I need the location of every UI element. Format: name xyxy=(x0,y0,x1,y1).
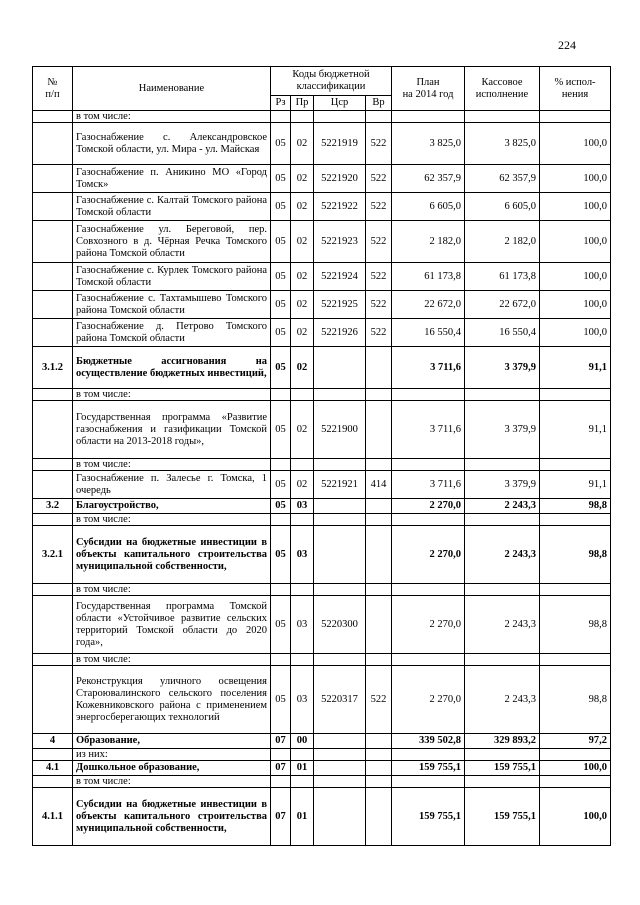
empty-cell xyxy=(366,584,392,596)
empty-cell xyxy=(314,584,366,596)
code-csr: 5221922 xyxy=(314,193,366,221)
table-row xyxy=(33,499,611,514)
empty-cell xyxy=(465,654,540,666)
code-pr: 03 xyxy=(291,666,314,734)
empty-cell xyxy=(465,514,540,526)
plan-value: 2 182,0 xyxy=(392,221,465,263)
table-row xyxy=(33,734,611,749)
row-name: из них: xyxy=(73,749,271,761)
row-name: в том числе: xyxy=(73,654,271,666)
code-csr: 5221900 xyxy=(314,401,366,459)
row-num: 4 xyxy=(33,734,73,749)
plan-value: 16 550,4 xyxy=(392,319,465,347)
code-csr: 5221925 xyxy=(314,291,366,319)
cash-value: 3 379,9 xyxy=(465,347,540,389)
row-num xyxy=(33,111,73,123)
row-name: Газоснабжение с. Александровское Томской области, ул. Мира - ул. Майская xyxy=(73,123,271,165)
plan-value: 159 755,1 xyxy=(392,788,465,846)
code-rz: 05 xyxy=(271,221,291,263)
plan-value: 3 711,6 xyxy=(392,347,465,389)
subheader-row xyxy=(33,654,611,666)
empty-cell xyxy=(366,749,392,761)
cash-value: 16 550,4 xyxy=(465,319,540,347)
cash-value: 159 755,1 xyxy=(465,788,540,846)
empty-cell xyxy=(271,389,291,401)
empty-cell xyxy=(392,111,465,123)
table-row xyxy=(33,347,611,389)
table-row xyxy=(33,193,611,221)
code-csr: 5221920 xyxy=(314,165,366,193)
row-num: 3.2 xyxy=(33,499,73,514)
plan-value: 61 173,8 xyxy=(392,263,465,291)
code-pr: 03 xyxy=(291,499,314,514)
code-rz: 07 xyxy=(271,761,291,776)
header-codes: Коды бюджетной классификации xyxy=(271,67,392,96)
percent-value: 91,1 xyxy=(540,471,611,499)
code-csr: 5220317 xyxy=(314,666,366,734)
subheader-row xyxy=(33,514,611,526)
table-header xyxy=(33,67,611,111)
header-plan: План на 2014 год xyxy=(392,67,465,111)
subheader-row xyxy=(33,389,611,401)
empty-cell xyxy=(366,514,392,526)
plan-value: 6 605,0 xyxy=(392,193,465,221)
subheader-row xyxy=(33,111,611,123)
plan-value: 2 270,0 xyxy=(392,526,465,584)
empty-cell xyxy=(291,654,314,666)
code-pr: 02 xyxy=(291,347,314,389)
empty-cell xyxy=(271,514,291,526)
empty-cell xyxy=(465,459,540,471)
row-name: Государственная программа «Развитие газоснабжения и газификации Томской области на 2013-2018 годы», xyxy=(73,401,271,459)
code-pr: 01 xyxy=(291,761,314,776)
cash-value: 22 672,0 xyxy=(465,291,540,319)
row-num xyxy=(33,263,73,291)
empty-cell xyxy=(291,514,314,526)
row-name: Реконструкция уличного освещения Староювалинского сельского поселения Кожевниковского района с применением энергосберегающих технологий xyxy=(73,666,271,734)
empty-cell xyxy=(314,459,366,471)
code-pr: 01 xyxy=(291,788,314,846)
row-num: 3.1.2 xyxy=(33,347,73,389)
row-num xyxy=(33,165,73,193)
empty-cell xyxy=(465,584,540,596)
empty-cell xyxy=(366,111,392,123)
row-name: Газоснабжение п. Аникино МО «Город Томск» xyxy=(73,165,271,193)
code-vr: 522 xyxy=(366,319,392,347)
code-csr xyxy=(314,788,366,846)
code-vr xyxy=(366,734,392,749)
code-vr xyxy=(366,761,392,776)
row-num xyxy=(33,193,73,221)
table-row xyxy=(33,123,611,165)
row-num xyxy=(33,514,73,526)
row-name: в том числе: xyxy=(73,776,271,788)
code-vr: 414 xyxy=(366,471,392,499)
empty-cell xyxy=(366,459,392,471)
plan-value: 2 270,0 xyxy=(392,499,465,514)
row-name: в том числе: xyxy=(73,389,271,401)
code-vr: 522 xyxy=(366,291,392,319)
empty-cell xyxy=(271,776,291,788)
table-row xyxy=(33,319,611,347)
row-num xyxy=(33,401,73,459)
code-pr: 02 xyxy=(291,401,314,459)
code-rz: 05 xyxy=(271,319,291,347)
row-num xyxy=(33,471,73,499)
empty-cell xyxy=(366,389,392,401)
row-name: Субсидии на бюджетные инвестиции в объекты капитального строительства муниципальной собственности, xyxy=(73,526,271,584)
row-num: 4.1.1 xyxy=(33,788,73,846)
row-name: в том числе: xyxy=(73,459,271,471)
code-rz: 05 xyxy=(271,471,291,499)
cash-value: 3 379,9 xyxy=(465,471,540,499)
percent-value: 98,8 xyxy=(540,499,611,514)
code-rz: 05 xyxy=(271,596,291,654)
table-row xyxy=(33,761,611,776)
code-pr: 02 xyxy=(291,263,314,291)
percent-value: 100,0 xyxy=(540,788,611,846)
row-name: Образование, xyxy=(73,734,271,749)
empty-cell xyxy=(540,749,611,761)
code-vr: 522 xyxy=(366,193,392,221)
empty-cell xyxy=(465,111,540,123)
row-name: в том числе: xyxy=(73,584,271,596)
code-csr xyxy=(314,761,366,776)
code-rz: 05 xyxy=(271,526,291,584)
code-rz: 05 xyxy=(271,347,291,389)
code-vr: 522 xyxy=(366,165,392,193)
cash-value: 3 379,9 xyxy=(465,401,540,459)
empty-cell xyxy=(314,776,366,788)
subheader-row xyxy=(33,749,611,761)
code-csr: 5221923 xyxy=(314,221,366,263)
header-name: Наименование xyxy=(73,67,271,111)
empty-cell xyxy=(392,749,465,761)
empty-cell xyxy=(540,776,611,788)
code-csr: 5220300 xyxy=(314,596,366,654)
row-num xyxy=(33,291,73,319)
cash-value: 2 243,3 xyxy=(465,526,540,584)
row-num xyxy=(33,584,73,596)
empty-cell xyxy=(392,654,465,666)
code-pr: 02 xyxy=(291,221,314,263)
code-vr xyxy=(366,596,392,654)
code-vr xyxy=(366,499,392,514)
row-name: Газоснабжение с. Тахтамышево Томского района Томской области xyxy=(73,291,271,319)
code-vr: 522 xyxy=(366,123,392,165)
empty-cell xyxy=(465,389,540,401)
code-csr xyxy=(314,347,366,389)
percent-value: 100,0 xyxy=(540,193,611,221)
empty-cell xyxy=(392,459,465,471)
cash-value: 3 825,0 xyxy=(465,123,540,165)
row-num xyxy=(33,654,73,666)
percent-value: 97,2 xyxy=(540,734,611,749)
code-pr: 03 xyxy=(291,596,314,654)
row-name: Газоснабжение ул. Береговой, пер. Совхозного в д. Чёрная Речка Томского района Томской области xyxy=(73,221,271,263)
code-pr: 03 xyxy=(291,526,314,584)
percent-value: 100,0 xyxy=(540,221,611,263)
plan-value: 3 825,0 xyxy=(392,123,465,165)
empty-cell xyxy=(392,776,465,788)
page-number: 224 xyxy=(558,38,576,52)
row-name: Газоснабжение с. Калтай Томского района Томской области xyxy=(73,193,271,221)
row-name: Благоустройство, xyxy=(73,499,271,514)
empty-cell xyxy=(314,514,366,526)
code-csr: 5221921 xyxy=(314,471,366,499)
row-name: Газоснабжение д. Петрово Томского района Томской области xyxy=(73,319,271,347)
empty-cell xyxy=(540,514,611,526)
empty-cell xyxy=(271,654,291,666)
row-num xyxy=(33,221,73,263)
plan-value: 2 270,0 xyxy=(392,666,465,734)
code-pr: 02 xyxy=(291,291,314,319)
row-name: Газоснабжение п. Залесье г. Томска, 1 очередь xyxy=(73,471,271,499)
header-vr: Вр xyxy=(366,96,392,111)
empty-cell xyxy=(314,749,366,761)
empty-cell xyxy=(540,389,611,401)
row-name: Газоснабжение с. Курлек Томского района Томской области xyxy=(73,263,271,291)
empty-cell xyxy=(314,389,366,401)
code-rz: 07 xyxy=(271,788,291,846)
cash-value: 6 605,0 xyxy=(465,193,540,221)
header-pct: % испол- нения xyxy=(540,67,611,111)
row-name: Дошкольное образование, xyxy=(73,761,271,776)
header-num: № п/п xyxy=(33,67,73,111)
subheader-row xyxy=(33,459,611,471)
code-vr: 522 xyxy=(366,666,392,734)
empty-cell xyxy=(291,749,314,761)
budget-table xyxy=(32,66,611,846)
percent-value: 100,0 xyxy=(540,165,611,193)
cash-value: 2 243,3 xyxy=(465,596,540,654)
row-name: в том числе: xyxy=(73,111,271,123)
cash-value: 2 243,3 xyxy=(465,499,540,514)
table-row xyxy=(33,221,611,263)
empty-cell xyxy=(392,389,465,401)
empty-cell xyxy=(291,459,314,471)
table-row xyxy=(33,596,611,654)
cash-value: 62 357,9 xyxy=(465,165,540,193)
code-rz: 07 xyxy=(271,734,291,749)
cash-value: 61 173,8 xyxy=(465,263,540,291)
code-vr: 522 xyxy=(366,263,392,291)
table-row xyxy=(33,291,611,319)
percent-value: 100,0 xyxy=(540,263,611,291)
code-vr xyxy=(366,788,392,846)
header-cash: Кассовое исполнение xyxy=(465,67,540,111)
cash-value: 159 755,1 xyxy=(465,761,540,776)
code-pr: 02 xyxy=(291,165,314,193)
percent-value: 98,8 xyxy=(540,596,611,654)
percent-value: 100,0 xyxy=(540,291,611,319)
code-csr: 5221924 xyxy=(314,263,366,291)
table-row xyxy=(33,263,611,291)
empty-cell xyxy=(291,584,314,596)
header-csr: Цср xyxy=(314,96,366,111)
empty-cell xyxy=(314,654,366,666)
empty-cell xyxy=(540,654,611,666)
row-num xyxy=(33,123,73,165)
cash-value: 2 182,0 xyxy=(465,221,540,263)
code-csr: 5221926 xyxy=(314,319,366,347)
empty-cell xyxy=(291,389,314,401)
row-num xyxy=(33,596,73,654)
header-pr: Пр xyxy=(291,96,314,111)
code-pr: 02 xyxy=(291,123,314,165)
code-rz: 05 xyxy=(271,401,291,459)
table-row xyxy=(33,666,611,734)
empty-cell xyxy=(271,111,291,123)
code-rz: 05 xyxy=(271,193,291,221)
percent-value: 100,0 xyxy=(540,761,611,776)
plan-value: 2 270,0 xyxy=(392,596,465,654)
row-num: 3.2.1 xyxy=(33,526,73,584)
plan-value: 22 672,0 xyxy=(392,291,465,319)
percent-value: 100,0 xyxy=(540,123,611,165)
code-pr: 00 xyxy=(291,734,314,749)
cash-value: 2 243,3 xyxy=(465,666,540,734)
plan-value: 339 502,8 xyxy=(392,734,465,749)
empty-cell xyxy=(465,776,540,788)
code-rz: 05 xyxy=(271,165,291,193)
row-num xyxy=(33,749,73,761)
code-rz: 05 xyxy=(271,666,291,734)
empty-cell xyxy=(271,459,291,471)
code-rz: 05 xyxy=(271,263,291,291)
empty-cell xyxy=(540,584,611,596)
table-row xyxy=(33,401,611,459)
code-pr: 02 xyxy=(291,471,314,499)
plan-value: 62 357,9 xyxy=(392,165,465,193)
code-pr: 02 xyxy=(291,319,314,347)
row-name: Государственная программа Томской области «Устойчивое развитие сельских территорий Томской области до 2020 года», xyxy=(73,596,271,654)
table-row xyxy=(33,788,611,846)
percent-value: 91,1 xyxy=(540,401,611,459)
table-body xyxy=(33,111,611,846)
table-row xyxy=(33,526,611,584)
cash-value: 329 893,2 xyxy=(465,734,540,749)
percent-value: 98,8 xyxy=(540,526,611,584)
empty-cell xyxy=(540,459,611,471)
row-name: Бюджетные ассигнования на осуществление бюджетных инвестиций, xyxy=(73,347,271,389)
percent-value: 100,0 xyxy=(540,319,611,347)
code-vr xyxy=(366,401,392,459)
row-num xyxy=(33,459,73,471)
subheader-row xyxy=(33,584,611,596)
empty-cell xyxy=(465,749,540,761)
empty-cell xyxy=(392,584,465,596)
empty-cell xyxy=(314,111,366,123)
code-csr: 5221919 xyxy=(314,123,366,165)
code-csr xyxy=(314,499,366,514)
row-num: 4.1 xyxy=(33,761,73,776)
row-name: Субсидии на бюджетные инвестиции в объекты капитального строительства муниципальной собственности, xyxy=(73,788,271,846)
row-name: в том числе: xyxy=(73,514,271,526)
percent-value: 91,1 xyxy=(540,347,611,389)
row-num xyxy=(33,776,73,788)
empty-cell xyxy=(291,111,314,123)
code-csr xyxy=(314,734,366,749)
code-vr: 522 xyxy=(366,221,392,263)
table-row xyxy=(33,471,611,499)
percent-value: 98,8 xyxy=(540,666,611,734)
plan-value: 3 711,6 xyxy=(392,471,465,499)
plan-value: 159 755,1 xyxy=(392,761,465,776)
row-num xyxy=(33,389,73,401)
code-vr xyxy=(366,347,392,389)
empty-cell xyxy=(392,514,465,526)
empty-cell xyxy=(540,111,611,123)
code-rz: 05 xyxy=(271,499,291,514)
header-rz: Рз xyxy=(271,96,291,111)
code-rz: 05 xyxy=(271,123,291,165)
plan-value: 3 711,6 xyxy=(392,401,465,459)
empty-cell xyxy=(271,584,291,596)
empty-cell xyxy=(291,776,314,788)
code-csr xyxy=(314,526,366,584)
code-vr xyxy=(366,526,392,584)
code-pr: 02 xyxy=(291,193,314,221)
empty-cell xyxy=(366,654,392,666)
table-row xyxy=(33,165,611,193)
row-num xyxy=(33,666,73,734)
row-num xyxy=(33,319,73,347)
code-rz: 05 xyxy=(271,291,291,319)
empty-cell xyxy=(271,749,291,761)
subheader-row xyxy=(33,776,611,788)
empty-cell xyxy=(366,776,392,788)
